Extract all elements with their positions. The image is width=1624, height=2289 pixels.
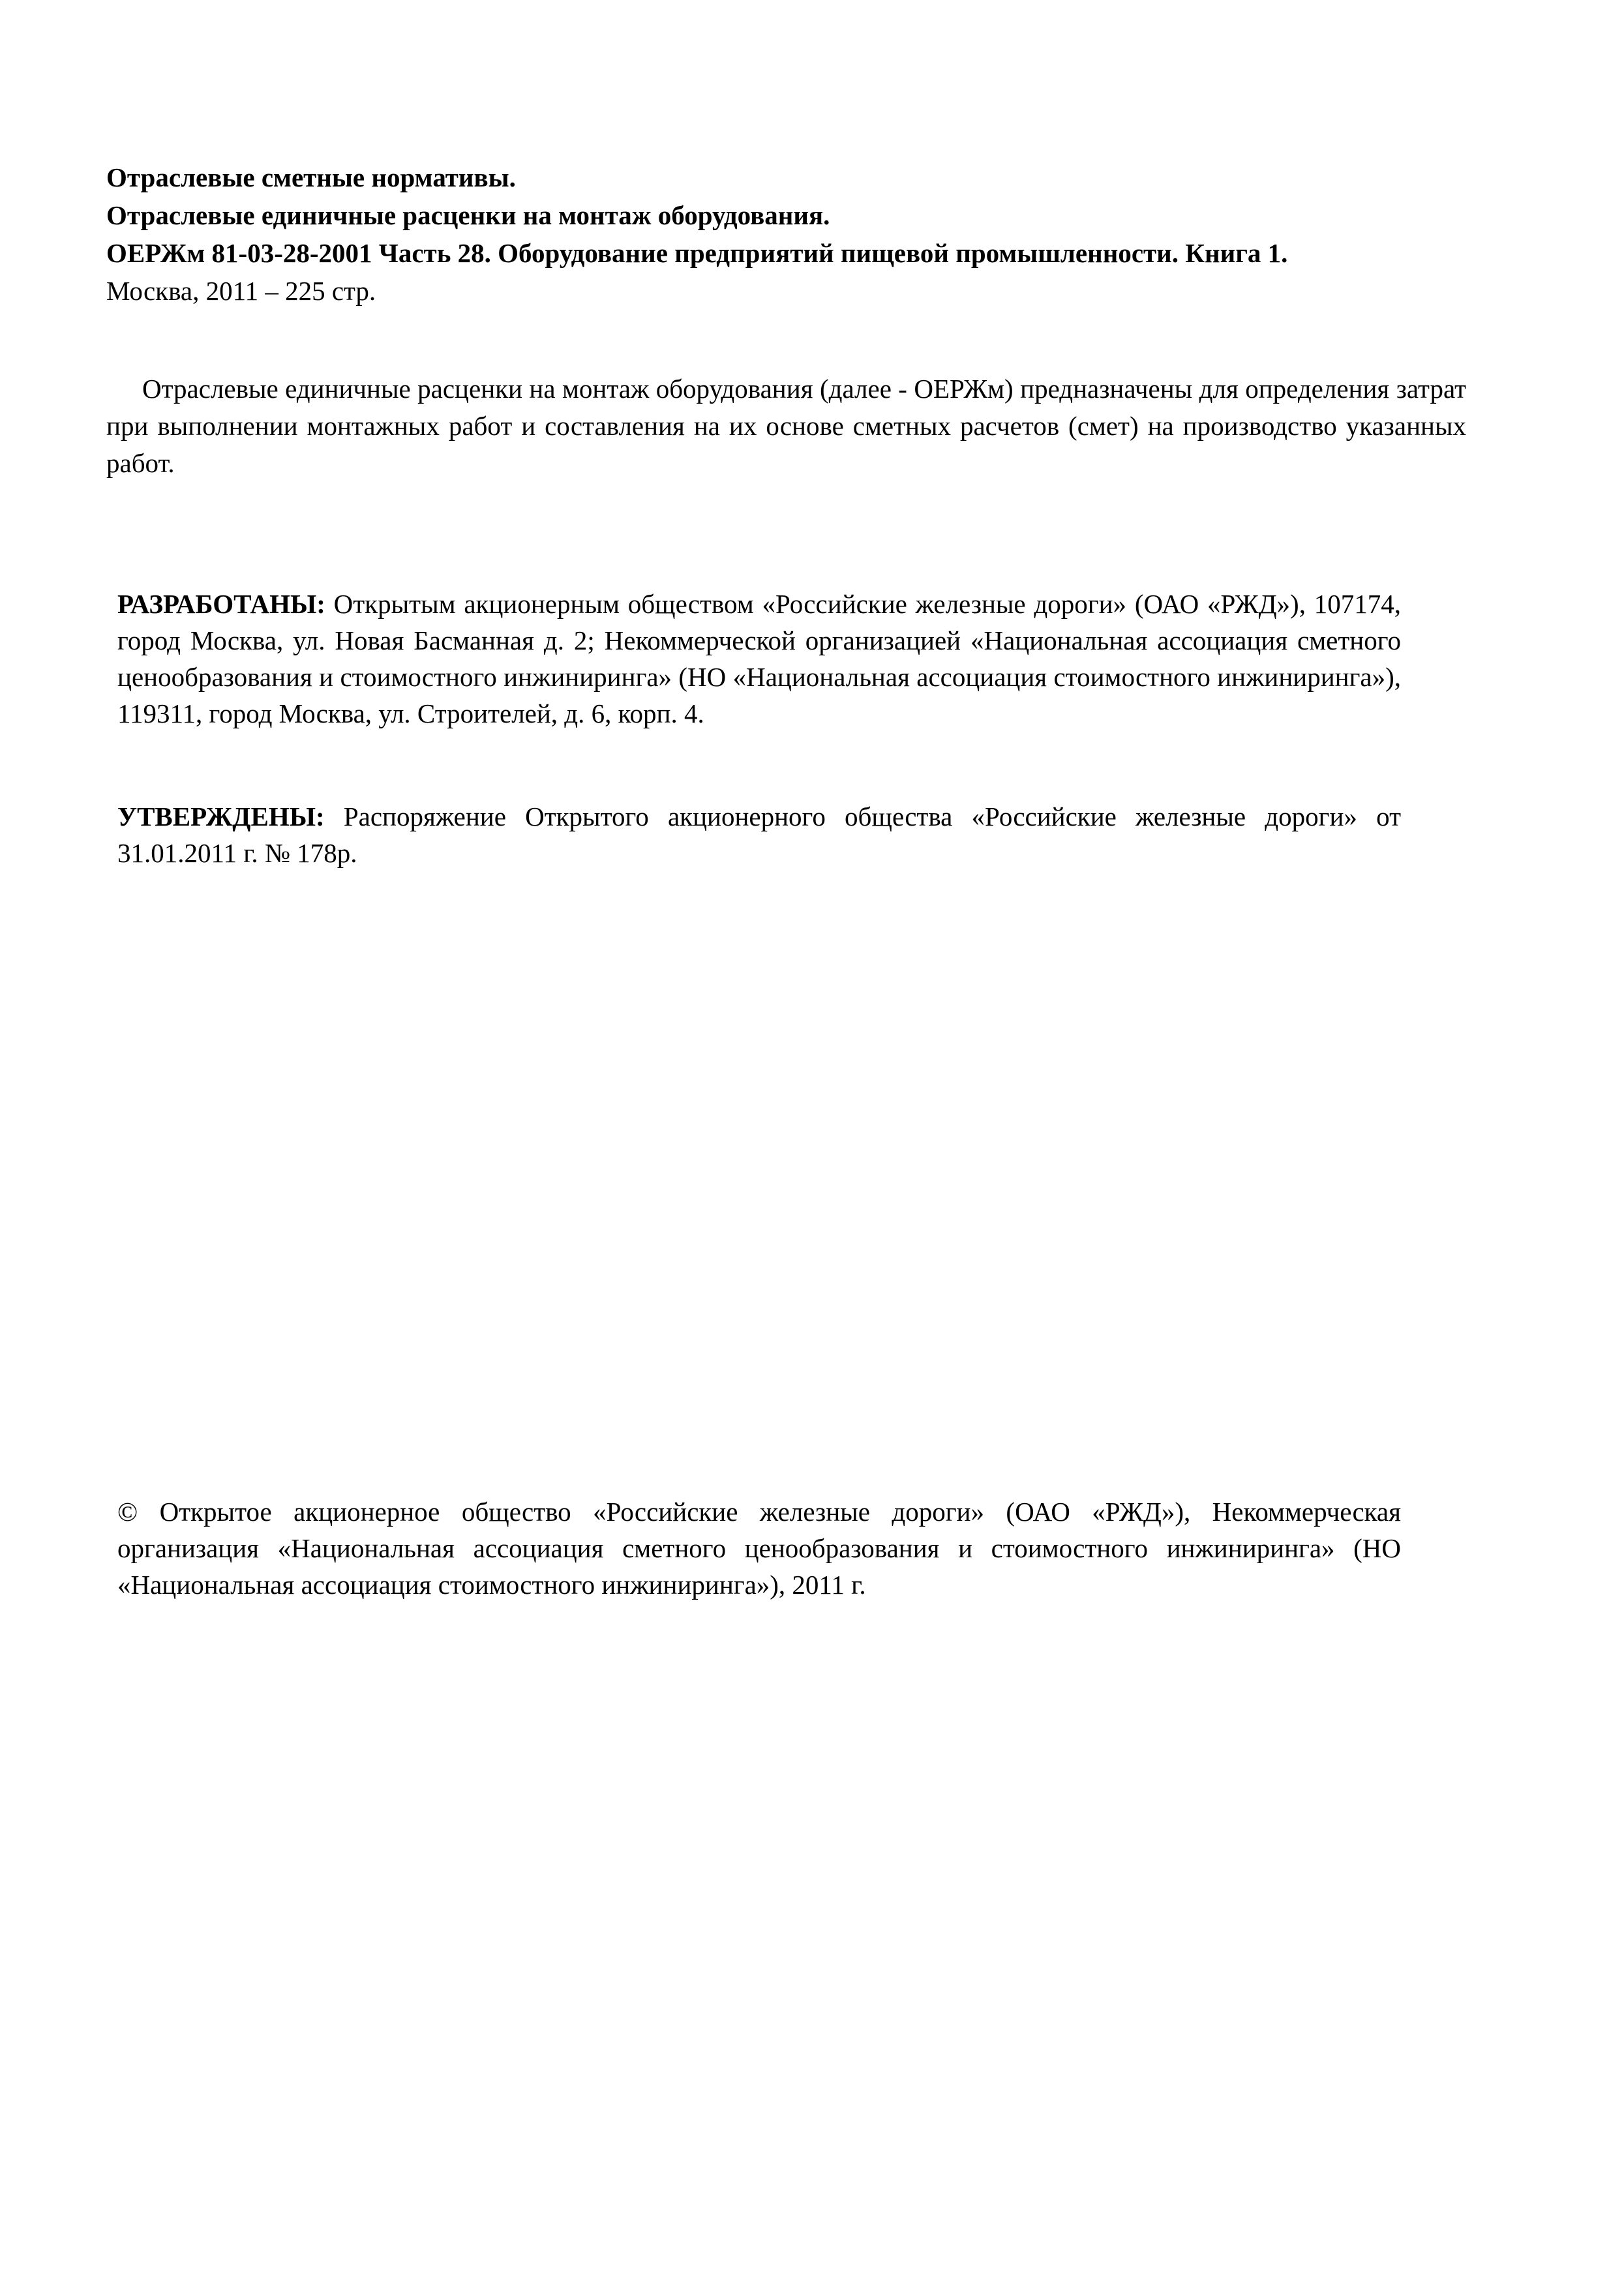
- header-title-line-2: Отраслевые единичные расценки на монтаж оборудования.: [106, 200, 830, 230]
- developed-label: РАЗРАБОТАНЫ:: [117, 589, 325, 619]
- approved-label: УТВЕРЖДЕНЫ:: [117, 801, 325, 831]
- document-header: [106, 158, 1463, 310]
- developed-section: [117, 586, 1401, 732]
- header-publication-info: Москва, 2011 – 225 стр.: [106, 276, 376, 306]
- approved-text: Распоряжение Открытого акционерного общества «Российские железные дороги» от 31.01.2011 г. № 178р.: [117, 801, 1401, 868]
- header-title-line-1: Отраслевые сметные нормативы.: [106, 162, 516, 192]
- copyright-notice: © Открытое акционерное общество «Российские железные дороги» (ОАО «РЖД»), Некоммерческая организация «Национальная ассоциация сметного ценообразования и стоимостного инжиниринга» (НО «Национальная ассоциация стоимостного инжиниринга»), 2011 г.: [117, 1497, 1401, 1600]
- intro-paragraph: Отраслевые единичные расценки на монтаж оборудования (далее - ОЕРЖм) предназначены для определения затрат при выполнении монтажных работ и составления на их основе сметных расчетов (смет) на производство указанных работ.: [106, 374, 1466, 478]
- developed-text: Открытым акционерным обществом «Российские железные дороги» (ОАО «РЖД»), 107174, город Москва, ул. Новая Басманная д. 2; Некоммерческой организацией «Национальная ассоциация сметного ценообразования и стоимостного инжиниринга» (НО «Национальная ассоциация стоимостного инжиниринга»), 119311, город Москва, ул. Строителей, д. 6, корп. 4.: [117, 589, 1401, 728]
- approved-section: [117, 798, 1401, 871]
- header-title-line-3: ОЕРЖм 81-03-28-2001 Часть 28. Оборудование предприятий пищевой промышленности. Книга 1.: [106, 238, 1288, 268]
